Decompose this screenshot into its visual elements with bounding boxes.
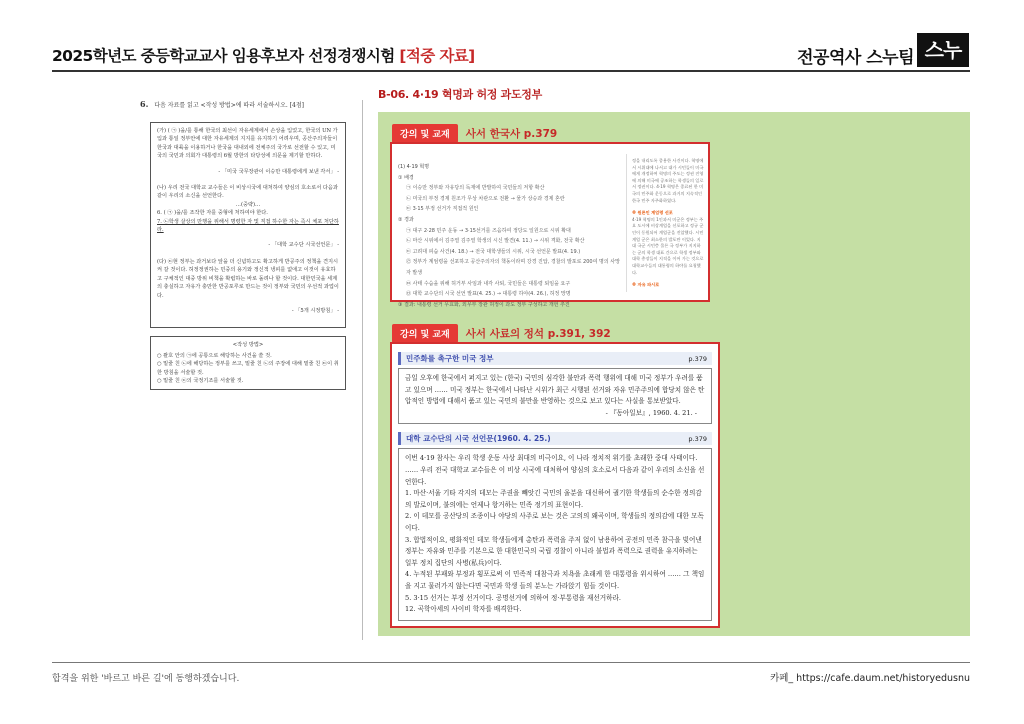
condition-item: ○ 밑줄 친 ㉢의 국정기조를 서술할 것. xyxy=(157,377,244,384)
source-paragraph-ga: (가) ( ㉠ )을/를 통해 한국의 최선이 자유세계에서 손상을 입었고, 한국의 UN 가입과 통일 정부안에 대한 자유세계의 지지를 유지하기 어려우며, 공산주의자들이 한국과 대륙을 이용하거나 한국을 대내외에 전체주의 국가로 선전할 수 있고, 미국의 국민과 의회가 대통령의 6월 방한의 타당성에 의문을 제기할 만하다. xyxy=(157,128,338,160)
outline-line: ㉠ 대구 2·28 민주 운동 → 3·15선거를 즈음하여 정당도 일원으로 시위 확대 xyxy=(406,227,571,234)
title-tag: [적중 자료] xyxy=(399,47,475,65)
source-line-underlined: 7. ㉡학생 살상의 만행을 위해서 명령한 자 및 직접 하수한 자는 즉시 체포 처단하라. xyxy=(157,218,339,234)
source-line: 6. ( ㉠ )을/를 조작한 자를 중형에 처하여야 한다. xyxy=(157,210,268,217)
box2-header xyxy=(392,324,611,343)
outline-line: ③ 결과: 내통령 선거 무효화, 외무부 장관 허정이 과도 정부 구성하고 개헌 추진 xyxy=(398,301,570,308)
reference-panel xyxy=(378,112,970,636)
question-text: 다음 자료를 읽고 <작성 방법>에 따라 서술하시오. [4점] xyxy=(154,102,305,109)
section-title: B-06. 4·19 혁명과 허정 과도정부 xyxy=(378,88,542,101)
declaration-item: 3. 합법적이요, 평화적인 데모 학생들에게 총탄과 폭력을 주저 없이 남용하여 공전의 민족 참극을 빚어낸 정부는 자유와 민주를 기본으로 한 대한민국의 국립 경찰이 아니라 불법과 폭력으로 권력을 유지하려는 일부 정치 집단의 사병(私兵)이다. xyxy=(405,535,702,567)
source-paragraph-na: (나) 우리 전국 대학교 교수들은 이 비상시국에 대처하여 양심의 호소로서 다음과 같이 우리의 소신을 선언한다. …(중략)… 6. ( ㉠ )을/를 조작한 자를 중형에 처하여야 한다. 7. ㉡학생 살상의 만행을 위해서 명령한 자 및 직접 하수한 자는 즉시 체포 처단하라. xyxy=(157,185,339,234)
outline-line: ① 배경 xyxy=(398,174,414,181)
brand-logo: 스누 xyxy=(917,33,969,67)
page-divider xyxy=(362,100,363,640)
box1-header xyxy=(392,124,557,143)
source-citation-da: - 「5개 시정방침」 - xyxy=(291,307,339,314)
outline-line: ㉤ 사태 수습을 위해 허거부 사임과 내각 사퇴, 국민들은 대통령 퇴임을 요구 xyxy=(406,280,571,287)
declaration-item: 2. 이 데모를 공산당의 조종이나 야당의 사주로 보는 것은 고의의 왜곡이며, 학생들의 정의감에 대한 모독이다. xyxy=(405,512,704,532)
sidebar-heading: ※ 원론인 계엄령 선포 xyxy=(632,210,673,216)
source-title: 민주화를 촉구한 미국 정부 xyxy=(406,354,494,363)
column-divider xyxy=(626,154,627,292)
box1-label: 사서 한국사 p.379 xyxy=(465,128,558,140)
outline-line: ㉡ 마산 시위에서 김주열 김주열 학생의 시신 발견(4. 11.) → 시위 격화, 전국 확산 xyxy=(406,238,585,245)
outline-line: ② 경과 xyxy=(398,216,414,223)
outline-line: ㉠ 이승만 정부와 자유당의 독재에 반발하여 국민들의 저항 확산 xyxy=(406,185,545,192)
source-text-box xyxy=(398,368,712,424)
lecture-badge: 강의 및 교재 xyxy=(392,124,458,143)
header-divider xyxy=(52,70,970,72)
writing-conditions-box xyxy=(150,336,346,390)
sidebar-text: 정을 내리도록 종용한 사건이다. 혁명에서 시위대에 나서고 대가 시민들이 미국에게 개정하여 혁명의 주도는 정권 진영에 의해 미국에 공조하는 학생들의 일로서 정권이다. 4·19 혁명은 종료된 한 미국의 민주화 운동으로 과거의 지속적인 한국 민주 자주화하였다. xyxy=(632,158,704,203)
primary-source-card xyxy=(390,342,720,628)
declaration-item: 12. 곡학아세의 사이비 학자를 배격한다. xyxy=(405,605,522,614)
sidebar-text: 4·19 혁명의 1인과서 미군은 정부는 주요 도시에 비상계엄을 선포하고 정규 군인이 동원되어 계엄군을 진압했다. 시민 계엄 군은 최소한의 발포만 이었다. 지 대 국군 시민층 물론 국 정부가 지지하는 군의 학생 대표 간으로 학생 정부와 대학 총장들이 지적을 이어 가는 것으로 대학교수들의 대통령의 하야를 요청했다. xyxy=(632,216,704,275)
textbook-outline xyxy=(398,162,620,310)
source-title-row xyxy=(398,432,712,445)
source-citation-na: - 「대학 교수단 시국선언문」 - xyxy=(268,242,339,249)
box2-label: 사서 사료의 정석 p.391, 392 xyxy=(465,328,611,340)
question-number: 6. xyxy=(140,99,149,109)
footer-divider xyxy=(52,662,970,663)
source-title-row xyxy=(398,352,712,365)
brand-name: 전공역사 스누팀 xyxy=(797,48,914,68)
footer-slogan: 합격을 위한 '바르고 바른 길'에 동행하겠습니다. xyxy=(52,674,240,684)
source-cite: - 『동아일보』, 1960. 4. 21. - xyxy=(605,408,697,417)
question-line xyxy=(140,100,350,110)
conditions-title: <작성 방법> xyxy=(232,342,264,349)
condition-item: ○ 밑줄 친 ㉡에 해당하는 정부를 쓰고, 밑줄 친 ㉡의 주장에 대해 밑줄 친 ㉢이 취한 방침을 서술할 것. xyxy=(157,361,339,376)
primary-source-content xyxy=(398,352,712,620)
exam-question xyxy=(140,100,350,390)
source-citation-ga: - 「미국 국무장관이 이승만 대통령에게 보낸 각서」 - xyxy=(218,168,339,175)
source-page: p.379 xyxy=(688,354,707,363)
footer-cafe-link[interactable]: 카페_ https://cafe.daum.net/historyedusnu xyxy=(770,673,970,684)
source-text: 금일 오후에 한국에서 퍼지고 있는 (한국) 국민의 심각한 불안과 폭력 행위에 대해 미국 정부가 우려를 품고 있으며 …… 미국 정부는 한국에서 나타난 시위가 최근 시행된 선거와 자유 민주주의에 합당치 않은 탄압적인 방법에 대해서 품고 있는 국민의 불만을 반영하는 것으로 보고 있다는 사실을 통보받았다. xyxy=(405,374,705,406)
source-page: p.379 xyxy=(688,434,707,443)
source-title: 대학 교수단의 시국 선언문(1960. 4. 25.) xyxy=(406,434,551,444)
source-text: 이번 4·19 참사는 우리 학생 운동 사상 최대의 비극이요, 이 나라 정치적 위기를 초래한 중대 사태이다. …… 우리 전국 대학교 교수들은 이 비상 시국에 대처하여 양심의 호소로서 다음과 같이 우리의 소신을 선언한다. xyxy=(405,454,705,486)
source-paragraph-da: (다) ㉢현 정부는 과거보다 앞을 더 신념하고도 확고하게 반공주의 정책을 견지시켜 갈 것이다. 허정정권하는 민중의 용기와 정신적 냉피를 없애고 이것이 유효하고 구체적인 대중 방위 비책을 확립하는 바로 돌려나 할 것이다. 대한민국을 세계의 충실하고 자유가 충만한 반공포루로 만드는 것이 정부와 국민의 우선적 과업이다. xyxy=(157,258,339,299)
outline-line: ㉢ 고려대 피습 사건(4. 18.) → 전국 대학생들의 시위, 시국 선언문 발표(4. 19.) xyxy=(406,248,581,255)
sidebar-heading: ※ 자유 파시로 xyxy=(632,282,660,288)
textbook-sidebar xyxy=(632,158,704,289)
textbook-excerpt-card xyxy=(390,142,710,308)
outline-line: ㉡ 미국의 부정 경제 원조가 무상 차관으로 전환 → 물가 상승과 경제 혼란 xyxy=(406,195,565,202)
question-sources-box xyxy=(150,122,346,328)
page-title: 2025학년도 중등학교교사 임용후보자 선정경쟁시험 [적중 자료] xyxy=(52,47,475,65)
declaration-item: 5. 3·15 선거는 부정 선거이다. 공명선거에 의하여 정·부통령을 재선거하라. xyxy=(405,593,622,602)
omission-mark: …(중략)… xyxy=(235,201,261,208)
outline-line: ㉥ 대학 교수단의 시국 선언 발표(4. 25.) → 대통령 하야(4. 26.), 허정 망명 xyxy=(406,291,571,298)
outline-line: ㉣ 정부가 계엄령을 선포하고 공산주의자의 책동이라며 강경 진압, 경찰의 발포로 200여 명의 사망자 발생 xyxy=(406,259,620,276)
declaration-item: 1. 마산·서울 기타 각지의 데모는 주권을 빼앗긴 국민의 울분을 대신하여 궐기한 학생들의 순수한 정의감의 발로이며, 불의에는 언제나 항거하는 민족 정기의 표현이다. xyxy=(405,489,702,509)
source-text-box xyxy=(398,448,712,620)
outline-line: ㉢ 3·15 부정 선거가 직접적 원인 xyxy=(406,206,479,213)
outline-line: (1) 4·19 혁명 xyxy=(398,164,430,170)
lecture-badge: 강의 및 교재 xyxy=(392,324,458,343)
condition-item: ○ 괄호 안의 ㉠에 공통으로 해당하는 사건을 쓸 것. xyxy=(157,352,272,359)
declaration-item: 4. 누적된 부패와 부정과 횡포로써 이 민족적 대참극과 치욕을 초래케 한 대통령을 위시하여 …… 그 책임을 지고 물러가지 않는다면 국민과 학생 들의 분노는 가라앉기 힘들 것이다. xyxy=(405,570,705,590)
